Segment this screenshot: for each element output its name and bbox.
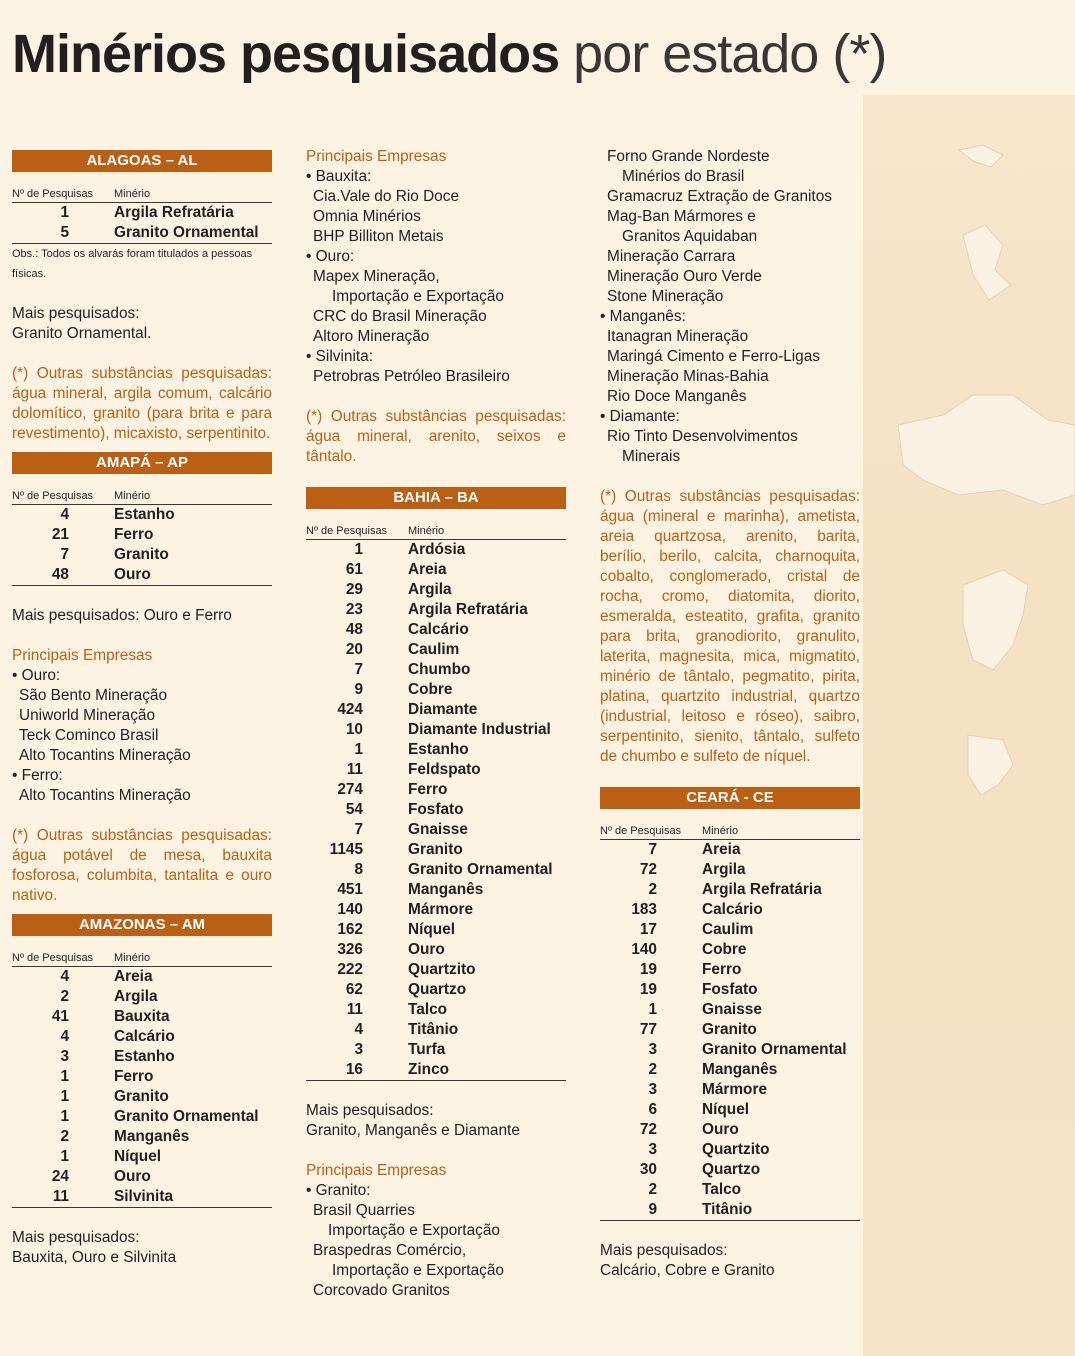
company-name: Omnia Minérios xyxy=(313,208,421,225)
count-cell: 6 xyxy=(648,1101,657,1118)
count-cell: 2 xyxy=(648,881,657,898)
table-row xyxy=(306,620,566,640)
mineral-cell: Níquel xyxy=(408,921,456,938)
table-row xyxy=(306,820,566,840)
page-title-main: Minérios pesquisados xyxy=(12,24,560,84)
company-name: Mag-Ban Mármores e xyxy=(607,208,756,225)
count-cell: 1 xyxy=(60,1088,69,1105)
mineral-cell: Gnaisse xyxy=(702,1001,762,1018)
table-row xyxy=(306,740,566,760)
table-header xyxy=(12,490,272,505)
table-header xyxy=(12,952,272,967)
mineral-cell: Calcário xyxy=(408,621,469,638)
company-name: Mineração Ouro Verde xyxy=(607,268,762,285)
mineral-cell: Turfa xyxy=(408,1041,446,1058)
table-header xyxy=(12,188,272,203)
count-cell: 326 xyxy=(337,941,363,958)
count-cell: 2 xyxy=(648,1181,657,1198)
mineral-cell: Areia xyxy=(702,841,741,858)
state-maps-decoration xyxy=(863,95,1075,1356)
count-cell: 7 xyxy=(354,821,363,838)
mineral-cell: Ferro xyxy=(114,526,154,543)
mineral-cell: Ouro xyxy=(114,566,151,583)
mineral-cell: Titânio xyxy=(408,1021,459,1038)
table-row xyxy=(306,660,566,680)
count-cell: 3 xyxy=(648,1041,657,1058)
mineral-cell: Silvinita xyxy=(114,1188,174,1205)
count-cell: 3 xyxy=(60,1048,69,1065)
empresas-list-ba-cont xyxy=(600,147,860,467)
table-row xyxy=(600,1180,860,1200)
count-cell: 72 xyxy=(639,1121,657,1138)
table-row xyxy=(306,860,566,880)
th-count: Nº de Pesquisas xyxy=(12,188,94,200)
table-row xyxy=(600,1000,860,1020)
count-cell: 7 xyxy=(60,546,69,563)
count-cell: 222 xyxy=(337,961,363,978)
table-row xyxy=(12,1107,272,1127)
mineral-cell: Estanho xyxy=(114,506,175,523)
mineral-cell: Feldspato xyxy=(408,761,481,778)
mineral-cell: Areia xyxy=(114,968,153,985)
table-ap xyxy=(12,505,272,586)
table-row xyxy=(600,1100,860,1120)
mineral-cell: Quartzo xyxy=(702,1161,761,1178)
th-count: Nº de Pesquisas xyxy=(306,525,388,537)
table-row xyxy=(12,1007,272,1027)
table-row xyxy=(12,1167,272,1187)
mineral-cell: Fosfato xyxy=(702,981,758,998)
table-row xyxy=(306,800,566,820)
company-name-cont: Minerais xyxy=(622,448,681,465)
empresas-list-ba xyxy=(306,1181,566,1301)
mineral-cell: Granito Ornamental xyxy=(702,1041,847,1058)
table-header xyxy=(306,525,566,540)
count-cell: 4 xyxy=(60,968,69,985)
table-row xyxy=(12,1187,272,1207)
table-row xyxy=(600,1120,860,1140)
mineral-cell: Cobre xyxy=(702,941,747,958)
map-amapa-icon xyxy=(963,225,1011,300)
count-cell: 1 xyxy=(60,204,69,221)
mais-value-ce: Calcário, Cobre e Granito xyxy=(600,1262,775,1279)
mais-value-ba: Granito, Manganês e Diamante xyxy=(306,1122,520,1139)
count-cell: 3 xyxy=(648,1141,657,1158)
mineral-cell: Manganês xyxy=(702,1061,778,1078)
count-cell: 77 xyxy=(639,1021,657,1038)
count-cell: 4 xyxy=(60,1028,69,1045)
count-cell: 11 xyxy=(346,1001,363,1018)
section-header-ap: AMAPÁ – AP xyxy=(12,452,272,474)
company-name: Rio Tinto Desenvolvimentos xyxy=(607,428,798,445)
table-row xyxy=(306,1040,566,1060)
company-name: Maringá Cimento e Ferro-Ligas xyxy=(607,348,820,365)
th-mineral: Minério xyxy=(114,952,151,964)
table-row xyxy=(12,545,272,565)
table-row xyxy=(306,880,566,900)
th-count: Nº de Pesquisas xyxy=(600,825,682,837)
count-cell: 7 xyxy=(648,841,657,858)
mineral-cell: Talco xyxy=(702,1181,742,1198)
count-cell: 183 xyxy=(631,901,657,918)
mineral-cell: Granito xyxy=(408,841,463,858)
count-cell: 8 xyxy=(354,861,363,878)
mineral-cell: Manganês xyxy=(408,881,484,898)
count-cell: 30 xyxy=(639,1161,657,1178)
table-row xyxy=(306,920,566,940)
mineral-cell: Caulim xyxy=(702,921,754,938)
mineral-cell: Estanho xyxy=(408,741,469,758)
count-cell: 1 xyxy=(648,1001,657,1018)
table-row xyxy=(306,900,566,920)
th-mineral: Minério xyxy=(114,188,151,200)
mais-value-al: Granito Ornamental. xyxy=(12,325,152,342)
mineral-cell: Calcário xyxy=(702,901,763,918)
page-title xyxy=(12,22,886,86)
count-cell: 274 xyxy=(337,781,363,798)
count-cell: 19 xyxy=(639,981,657,998)
mais-value-am: Bauxita, Ouro e Silvinita xyxy=(12,1249,177,1266)
company-name-cont: Importação e Exportação xyxy=(328,1222,500,1239)
table-row xyxy=(600,840,860,860)
company-name: Mineração Minas-Bahia xyxy=(607,368,769,385)
count-cell: 140 xyxy=(631,941,657,958)
mineral-cell: Granito xyxy=(114,1088,169,1105)
table-row xyxy=(12,203,272,223)
mineral-cell: Calcário xyxy=(114,1028,175,1045)
mineral-cell: Argila Refratária xyxy=(702,881,822,898)
mais-label-al: Mais pesquisados: xyxy=(12,305,140,322)
mineral-cell: Granito xyxy=(702,1021,757,1038)
table-row xyxy=(600,980,860,1000)
table-row xyxy=(306,720,566,740)
company-name: Gramacruz Extração de Granitos xyxy=(607,188,832,205)
mineral-cell: Titânio xyxy=(702,1201,753,1218)
company-name: Alto Tocantins Mineração xyxy=(19,787,191,804)
section-header-ce: CEARÁ - CE xyxy=(600,787,860,809)
count-cell: 48 xyxy=(345,621,363,638)
mineral-cell: Diamante Industrial xyxy=(408,721,551,738)
count-cell: 2 xyxy=(60,988,69,1005)
mineral-cell: Quartzito xyxy=(702,1141,770,1158)
mineral-cell: Argila xyxy=(702,861,746,878)
count-cell: 1 xyxy=(60,1148,69,1165)
mineral-cell: Estanho xyxy=(114,1048,175,1065)
mineral-cell: Granito Ornamental xyxy=(408,861,553,878)
mineral-cell: Ouro xyxy=(408,941,445,958)
company-name-cont: Importação e Exportação xyxy=(332,1262,504,1279)
table-am xyxy=(12,967,272,1208)
count-cell: 1 xyxy=(354,741,363,758)
company-name: Stone Mineração xyxy=(607,288,724,305)
table-row xyxy=(600,1060,860,1080)
mineral-cell: Ferro xyxy=(702,961,742,978)
table-row xyxy=(12,1067,272,1087)
table-row xyxy=(306,580,566,600)
count-cell: 424 xyxy=(337,701,363,718)
outras-ba: (*) Outras substâncias pesquisadas: água (mineral e marinha), ametista, areia quartzosa, arenito, barita, berílio, berilo, calcita, charnoquita, cobalto, conglomerado, cristal de rocha, cromo, diatomita, diorito, esmeralda, esteatito, grafita, granito para brita, granodiorito, granulito, laterita, magnesita, mica, migmatito, minério de tântalo, pegmatito, pirita, platina, quartzito industrial, quartzo (industrial, leitoso e róseo), saibro, serpentinito, sienito, tântalo, sulfeto de chumbo e sulfeto de níquel. xyxy=(600,488,860,765)
mais-label-am: Mais pesquisados: xyxy=(12,1229,140,1246)
table-row xyxy=(306,1000,566,1020)
count-cell: 11 xyxy=(346,761,363,778)
th-mineral: Minério xyxy=(702,825,739,837)
count-cell: 3 xyxy=(354,1041,363,1058)
th-count: Nº de Pesquisas xyxy=(12,490,94,502)
table-row xyxy=(12,1147,272,1167)
count-cell: 2 xyxy=(60,1128,69,1145)
empresas-title-ba: Principais Empresas xyxy=(306,1162,447,1179)
table-row xyxy=(12,967,272,987)
company-name: Corcovado Granitos xyxy=(313,1282,450,1299)
mineral-cell: Manganês xyxy=(114,1128,190,1145)
company-name: Mapex Mineração, xyxy=(313,268,440,285)
table-row xyxy=(12,1087,272,1107)
table-ce xyxy=(600,840,860,1221)
table-row xyxy=(12,565,272,585)
table-row xyxy=(12,223,272,243)
table-row xyxy=(600,1160,860,1180)
company-name: Mineração Carrara xyxy=(607,248,736,265)
mineral-bullet: • Diamante: xyxy=(600,408,680,425)
mineral-cell: Argila xyxy=(408,581,452,598)
page-title-sub: por estado (*) xyxy=(573,24,887,84)
count-cell: 3 xyxy=(648,1081,657,1098)
table-row xyxy=(306,1060,566,1080)
map-bahia-icon xyxy=(963,570,1028,670)
table-row xyxy=(306,700,566,720)
count-cell: 23 xyxy=(345,601,363,618)
table-row xyxy=(306,980,566,1000)
company-name: CRC do Brasil Mineração xyxy=(313,308,487,325)
company-name: Petrobras Petróleo Brasileiro xyxy=(313,368,510,385)
mais-ap: Mais pesquisados: Ouro e Ferro xyxy=(12,607,232,624)
count-cell: 41 xyxy=(51,1008,69,1025)
empresas-list-ap xyxy=(12,666,272,806)
count-cell: 20 xyxy=(345,641,363,658)
mais-label-ce: Mais pesquisados: xyxy=(600,1242,728,1259)
company-name: Brasil Quarries xyxy=(313,1202,415,1219)
company-name: Forno Grande Nordeste xyxy=(607,148,770,165)
count-cell: 9 xyxy=(354,681,363,698)
th-mineral: Minério xyxy=(408,525,445,537)
count-cell: 72 xyxy=(639,861,657,878)
count-cell: 2 xyxy=(648,1061,657,1078)
mineral-cell: Cobre xyxy=(408,681,453,698)
outras-al: (*) Outras substâncias pesquisadas: água mineral, argila comum, calcário dolomítico, granito (para brita e para revestimento), micaxisto, serpentinito. xyxy=(12,365,272,442)
mineral-cell: Quartzito xyxy=(408,961,476,978)
table-row xyxy=(306,680,566,700)
table-row xyxy=(306,1020,566,1040)
outras-ap: (*) Outras substâncias pesquisadas: água potável de mesa, bauxita fosforosa, columbita, tantalita e ouro nativo. xyxy=(12,827,272,904)
table-row xyxy=(12,1127,272,1147)
outras-am: (*) Outras substâncias pesquisadas: água mineral, arenito, seixos e tântalo. xyxy=(306,408,566,465)
mineral-cell: Mármore xyxy=(408,901,474,918)
count-cell: 1145 xyxy=(329,841,363,858)
count-cell: 19 xyxy=(639,961,657,978)
count-cell: 451 xyxy=(337,881,363,898)
mineral-cell: Quartzo xyxy=(408,981,467,998)
count-cell: 11 xyxy=(52,1188,69,1205)
company-name: BHP Billiton Metais xyxy=(313,228,444,245)
count-cell: 16 xyxy=(345,1061,363,1078)
mineral-bullet: • Ouro: xyxy=(12,667,61,684)
company-name: Uniworld Mineração xyxy=(19,707,156,724)
mineral-cell: Talco xyxy=(408,1001,448,1018)
table-row xyxy=(12,1027,272,1047)
map-amazonas-icon xyxy=(898,395,1075,505)
company-name-cont: Minérios do Brasil xyxy=(622,168,745,185)
count-cell: 1 xyxy=(354,541,363,558)
count-cell: 162 xyxy=(337,921,363,938)
table-al xyxy=(12,203,272,244)
mineral-bullet: • Granito: xyxy=(306,1182,371,1199)
mineral-bullet: • Ferro: xyxy=(12,767,63,784)
mineral-cell: Granito xyxy=(114,546,169,563)
table-row xyxy=(306,960,566,980)
company-name: Itanagran Mineração xyxy=(607,328,749,345)
count-cell: 21 xyxy=(51,526,69,543)
table-row xyxy=(12,1047,272,1067)
mineral-bullet: • Bauxita: xyxy=(306,168,372,185)
table-row xyxy=(306,540,566,560)
mineral-cell: Níquel xyxy=(702,1101,750,1118)
company-name: Braspedras Comércio, xyxy=(313,1242,467,1259)
mineral-cell: Chumbo xyxy=(408,661,471,678)
table-row xyxy=(12,505,272,525)
mineral-cell: Ferro xyxy=(408,781,448,798)
count-cell: 48 xyxy=(51,566,69,583)
th-mineral: Minério xyxy=(114,490,151,502)
company-name: Alto Tocantins Mineração xyxy=(19,747,191,764)
mineral-cell: Areia xyxy=(408,561,447,578)
count-cell: 140 xyxy=(337,901,363,918)
count-cell: 10 xyxy=(345,721,363,738)
column-1 xyxy=(12,150,272,1268)
count-cell: 61 xyxy=(345,561,363,578)
table-row xyxy=(600,860,860,880)
empresas-title-ap: Principais Empresas xyxy=(12,647,153,664)
count-cell: 17 xyxy=(639,921,657,938)
mineral-bullet: • Silvinita: xyxy=(306,348,373,365)
table-row xyxy=(306,840,566,860)
mineral-cell: Ardósia xyxy=(408,541,466,558)
table-row xyxy=(600,900,860,920)
count-cell: 1 xyxy=(60,1108,69,1125)
map-ceara-icon xyxy=(968,735,1013,795)
obs-al: Obs.: Todos os alvarás foram titulados a pessoas físicas. xyxy=(12,248,253,280)
company-name-cont: Importação e Exportação xyxy=(332,288,504,305)
company-name: São Bento Mineração xyxy=(19,687,168,704)
table-row xyxy=(306,640,566,660)
empresas-title-am: Principais Empresas xyxy=(306,148,447,165)
count-cell: 29 xyxy=(345,581,363,598)
table-row xyxy=(600,920,860,940)
mineral-cell: Ferro xyxy=(114,1068,154,1085)
mineral-cell: Argila xyxy=(114,988,158,1005)
table-row xyxy=(306,760,566,780)
company-name: Rio Doce Manganês xyxy=(607,388,747,405)
table-row xyxy=(12,525,272,545)
mineral-cell: Argila Refratária xyxy=(114,204,234,221)
empresas-list-am xyxy=(306,167,566,387)
table-row xyxy=(600,1080,860,1100)
map-alagoas-icon xyxy=(959,145,1003,167)
mineral-cell: Bauxita xyxy=(114,1008,170,1025)
company-name-cont: Granitos Aquidaban xyxy=(622,228,758,245)
mineral-cell: Mármore xyxy=(702,1081,768,1098)
section-header-ba: BAHIA – BA xyxy=(306,487,566,509)
mais-label-ba: Mais pesquisados: xyxy=(306,1102,434,1119)
table-row xyxy=(600,940,860,960)
column-2 xyxy=(306,147,566,1301)
mineral-cell: Argila Refratária xyxy=(408,601,528,618)
table-row xyxy=(600,1140,860,1160)
mineral-cell: Ouro xyxy=(114,1168,151,1185)
th-count: Nº de Pesquisas xyxy=(12,952,94,964)
table-row xyxy=(600,1040,860,1060)
table-row xyxy=(306,780,566,800)
count-cell: 1 xyxy=(60,1068,69,1085)
table-row xyxy=(306,560,566,580)
count-cell: 4 xyxy=(60,506,69,523)
table-row xyxy=(600,1200,860,1220)
count-cell: 5 xyxy=(60,224,69,241)
table-header xyxy=(600,825,860,840)
mineral-cell: Diamante xyxy=(408,701,478,718)
mineral-cell: Zinco xyxy=(408,1061,450,1078)
section-header-al: ALAGOAS – AL xyxy=(12,150,272,172)
count-cell: 9 xyxy=(648,1201,657,1218)
company-name: Altoro Mineração xyxy=(313,328,430,345)
column-3 xyxy=(600,147,860,1281)
count-cell: 24 xyxy=(51,1168,69,1185)
table-row xyxy=(600,960,860,980)
section-header-am: AMAZONAS – AM xyxy=(12,914,272,936)
mineral-cell: Granito Ornamental xyxy=(114,224,259,241)
mineral-bullet: • Ouro: xyxy=(306,248,355,265)
table-row xyxy=(306,940,566,960)
mineral-cell: Fosfato xyxy=(408,801,464,818)
count-cell: 4 xyxy=(354,1021,363,1038)
table-row xyxy=(600,1020,860,1040)
table-ba xyxy=(306,540,566,1081)
mineral-bullet: • Manganês: xyxy=(600,308,686,325)
table-row xyxy=(12,987,272,1007)
table-row xyxy=(600,880,860,900)
mineral-cell: Ouro xyxy=(702,1121,739,1138)
mineral-cell: Granito Ornamental xyxy=(114,1108,259,1125)
company-name: Cia.Vale do Rio Doce xyxy=(313,188,459,205)
mineral-cell: Caulim xyxy=(408,641,460,658)
mineral-cell: Gnaisse xyxy=(408,821,468,838)
count-cell: 7 xyxy=(354,661,363,678)
count-cell: 54 xyxy=(345,801,363,818)
table-row xyxy=(306,600,566,620)
count-cell: 62 xyxy=(345,981,363,998)
mineral-cell: Níquel xyxy=(114,1148,162,1165)
company-name: Teck Cominco Brasil xyxy=(19,727,159,744)
